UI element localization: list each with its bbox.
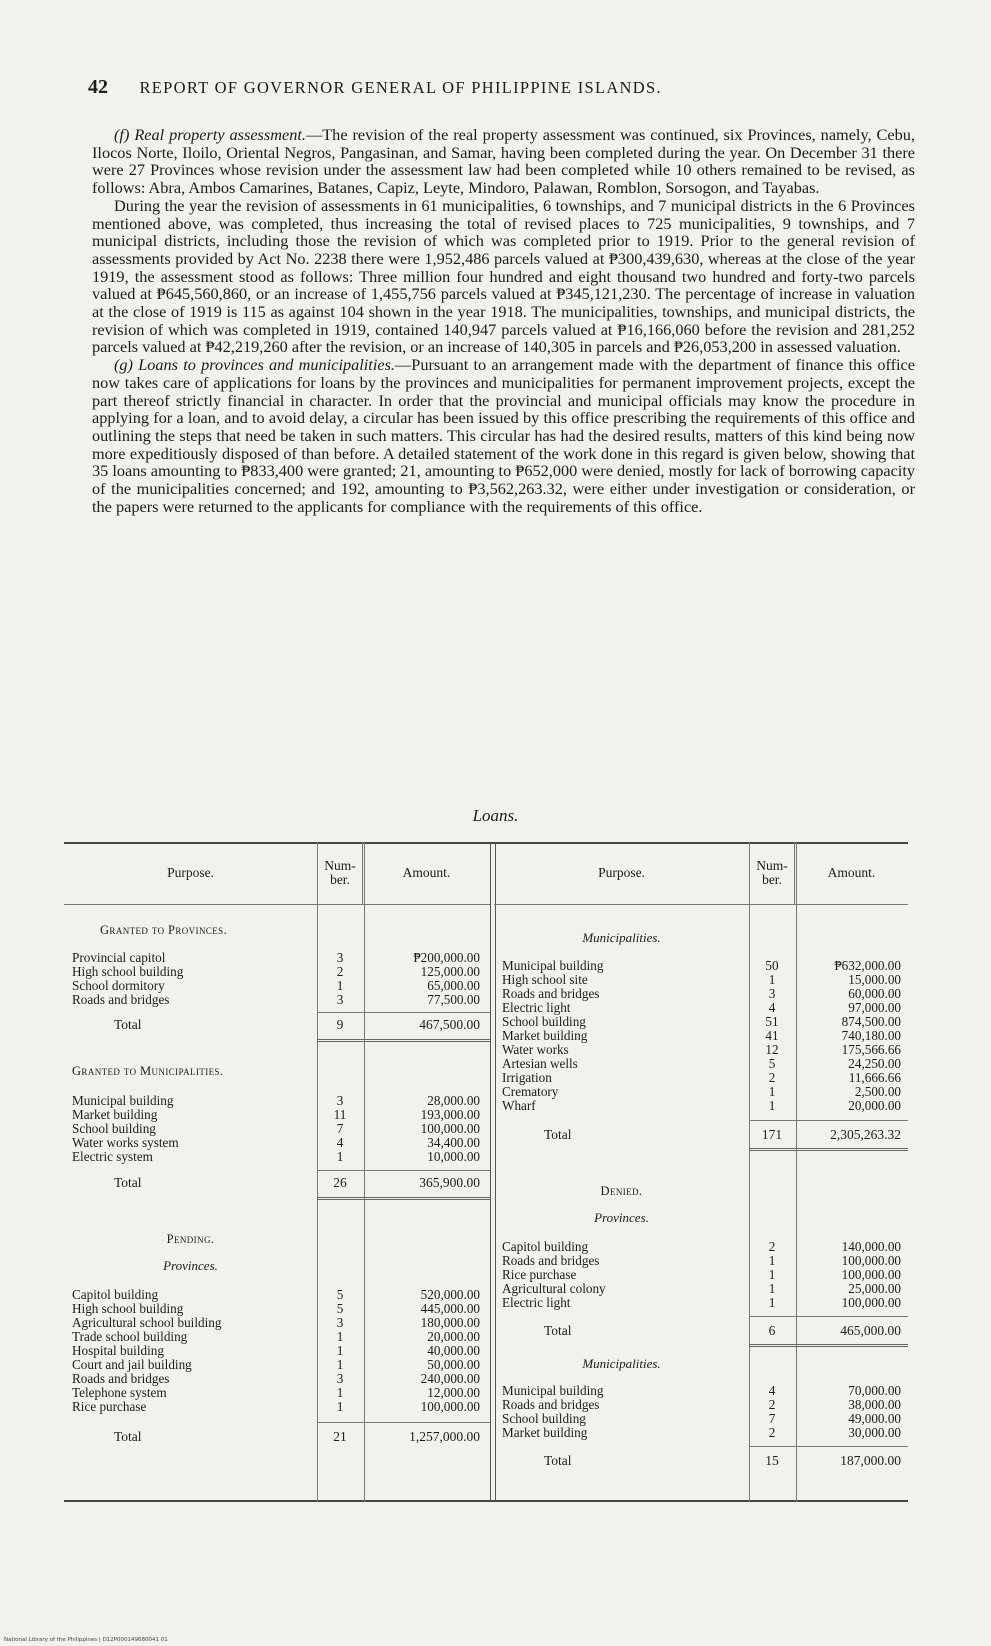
table-row <box>64 1358 490 1372</box>
table-row <box>494 973 908 987</box>
subsection-provinces: Provinces. <box>594 1210 649 1225</box>
cell-amount: 193,000.00 <box>420 1107 480 1122</box>
total-row <box>64 1012 490 1038</box>
cell-amount: 50,000.00 <box>427 1357 480 1372</box>
cell-amount: 100,000.00 <box>841 1253 901 1268</box>
table-row <box>494 1029 908 1043</box>
total-rule <box>749 1120 908 1121</box>
cell-amount: 240,000.00 <box>420 1371 480 1386</box>
section-title-granted-municipalities: Granted to Municipalities. <box>72 1064 224 1078</box>
cell-amount: 28,000.00 <box>427 1093 480 1108</box>
cell-purpose: Agricultural school building <box>72 1316 222 1330</box>
cell-amount: 740,180.00 <box>841 1028 901 1043</box>
cell-purpose: School building <box>72 1122 156 1136</box>
table-row <box>494 1426 908 1440</box>
cell-amount: 97,000.00 <box>848 1000 901 1015</box>
table-row <box>494 1282 908 1296</box>
cell-number: 1 <box>768 1295 776 1310</box>
cell-purpose: Roads and bridges <box>502 1254 600 1268</box>
cell-purpose: Water works system <box>72 1136 179 1150</box>
table-row <box>64 1316 490 1330</box>
cell-purpose: Roads and bridges <box>72 1372 170 1386</box>
total-rule <box>749 1446 908 1447</box>
cell-number: 3 <box>336 1371 344 1386</box>
cell-purpose: Market building <box>502 1029 588 1043</box>
cell-number: 1 <box>768 1098 776 1113</box>
cell-purpose: Roads and bridges <box>502 987 600 1001</box>
total-number: 26 <box>333 1175 347 1190</box>
cell-purpose: Municipal building <box>72 1094 174 1108</box>
table-caption: Loans. <box>472 806 519 825</box>
table-row <box>494 1240 908 1254</box>
total-double-rule <box>317 1039 490 1042</box>
cell-purpose: Electric light <box>502 1001 571 1015</box>
cell-amount: 100,000.00 <box>841 1267 901 1282</box>
cell-amount: 175,566.66 <box>841 1042 901 1057</box>
cell-number: 3 <box>768 986 776 1001</box>
section-g-text: —Pursuant to an arrangement made with the department of finance this office now takes care of applications for loans by the provinces and municipalities for permanent improvement projects, except the part thereof strictly financial in character. In order that the provincial and municipal officials may know the procedure in applying for a loan, and to avoid delay, a circular has been issued by this office prescribing the requirements of this office and outlining the steps that need be taken in such matters. This circular has had the desired results, matters of this kind being now more expeditiously disposed of than before. A detailed statement of the work done in this regard is given below, showing that 35 loans amounting to ₱833,400 were granted; 21, amounting to ₱652,000 were denied, mostly for lack of borrowing capacity of the municipalities concerned; and 192, amounting to ₱3,562,263.32, were either under investigation or consideration, or the papers were returned to the applicants for compliance with the requirements of this office. <box>92 355 915 516</box>
cell-number: 3 <box>336 1315 344 1330</box>
cell-purpose: Wharf <box>502 1099 536 1113</box>
table-row <box>64 1330 490 1344</box>
table-row <box>64 1136 490 1150</box>
cell-amount: 445,000.00 <box>420 1301 480 1316</box>
cell-number: 50 <box>765 958 779 973</box>
cell-amount: 12,000.00 <box>427 1385 480 1400</box>
cell-number: 4 <box>768 1000 776 1015</box>
cell-purpose: Water works <box>502 1043 569 1057</box>
header-purpose: Purpose. <box>598 865 645 880</box>
cell-amount: 60,000.00 <box>848 986 901 1001</box>
cell-purpose: Artesian wells <box>502 1057 578 1071</box>
cell-number: 11 <box>333 1107 347 1122</box>
table-row <box>64 1344 490 1358</box>
total-amount: 1,257,000.00 <box>409 1429 480 1444</box>
table-row <box>494 1412 908 1426</box>
total-label: Total <box>544 1453 572 1468</box>
table-row <box>494 1268 908 1282</box>
cell-purpose: Crematory <box>502 1085 559 1099</box>
cell-amount: 10,000.00 <box>427 1149 480 1164</box>
cell-number: 1 <box>768 1084 776 1099</box>
cell-number: 5 <box>336 1287 344 1302</box>
cell-purpose: Provincial capitol <box>72 951 166 965</box>
total-label: Total <box>544 1127 572 1142</box>
header-amount: Amount. <box>402 865 451 880</box>
cell-amount: 140,000.00 <box>841 1239 901 1254</box>
paragraph-g <box>92 356 915 515</box>
section-title-granted-provinces: Granted to Provinces. <box>100 923 228 937</box>
total-label: Total <box>544 1323 572 1338</box>
cell-amount: 874,500.00 <box>841 1014 901 1029</box>
cell-purpose: Roads and bridges <box>72 993 170 1007</box>
cell-amount: 40,000.00 <box>427 1343 480 1358</box>
cell-purpose: High school site <box>502 973 588 987</box>
table-row <box>64 1386 490 1400</box>
cell-number: 2 <box>768 1239 776 1254</box>
cell-number: 2 <box>336 964 344 979</box>
page-number: 42 <box>88 76 108 98</box>
table-row <box>494 1001 908 1015</box>
subsection-municipalities: Municipalities. <box>582 930 661 945</box>
table-row <box>494 987 908 1001</box>
cell-number: 1 <box>336 1357 344 1372</box>
cell-purpose: Agricultural colony <box>502 1282 606 1296</box>
table-row <box>64 1108 490 1122</box>
cell-amount: ₱632,000.00 <box>834 958 901 973</box>
cell-number: 3 <box>336 950 344 965</box>
cell-number: 3 <box>336 992 344 1007</box>
total-rule <box>317 1422 490 1423</box>
cell-amount: 24,250.00 <box>848 1056 901 1071</box>
subsection-municipalities: Municipalities. <box>582 1356 661 1371</box>
cell-number: 5 <box>336 1301 344 1316</box>
cell-purpose: Rice purchase <box>502 1268 577 1282</box>
table-row <box>64 993 490 1007</box>
page-header <box>88 76 848 99</box>
table-row <box>494 1384 908 1398</box>
cell-number: 5 <box>768 1056 776 1071</box>
table-row <box>64 965 490 979</box>
total-number: 21 <box>333 1429 347 1444</box>
total-number: 15 <box>765 1453 779 1468</box>
cell-number: 1 <box>768 1281 776 1296</box>
cell-number: 4 <box>768 1383 776 1398</box>
section-g-label: (g) Loans to provinces and municipalities. <box>114 355 395 375</box>
cell-purpose: Municipal building <box>502 1384 604 1398</box>
cell-amount: 49,000.00 <box>848 1411 901 1426</box>
cell-amount: 20,000.00 <box>427 1329 480 1344</box>
cell-purpose: Telephone system <box>72 1386 167 1400</box>
total-amount: 365,900.00 <box>419 1175 480 1190</box>
cell-number: 1 <box>768 1267 776 1282</box>
cell-amount: 100,000.00 <box>420 1399 480 1414</box>
cell-purpose: Trade school building <box>72 1330 188 1344</box>
cell-purpose: Electric light <box>502 1296 571 1310</box>
cell-purpose: School dormitory <box>72 979 165 993</box>
cell-number: 1 <box>336 978 344 993</box>
table-row <box>64 1094 490 1108</box>
section-title-denied: Denied. <box>600 1184 643 1198</box>
cell-number: 7 <box>768 1411 776 1426</box>
section-title-pending: Pending. <box>166 1232 215 1246</box>
cell-amount: 2,500.00 <box>854 1084 901 1099</box>
header-number: Num-ber. <box>317 842 363 904</box>
table-row <box>64 1150 490 1164</box>
cell-number: 4 <box>336 1135 344 1150</box>
cell-number: 1 <box>336 1149 344 1164</box>
total-double-rule <box>317 1197 490 1200</box>
table-row <box>494 1057 908 1071</box>
total-row <box>494 1318 908 1344</box>
cell-amount: 38,000.00 <box>848 1397 901 1412</box>
cell-purpose: Capitol building <box>72 1288 159 1302</box>
cell-number: 1 <box>336 1385 344 1400</box>
total-label: Total <box>114 1175 142 1190</box>
total-row <box>64 1424 490 1450</box>
cell-amount: 34,400.00 <box>427 1135 480 1150</box>
table-row <box>494 959 908 973</box>
section-f-text: —The revision of the real property assessment was continued, six Provinces, namely, Cebu, Ilocos Norte, Iloilo, Oriental Negros, Pangasinan, and Samar, having been completed during the year. On December 31 there were 27 Provinces whose revision under the assessment law had been completed while 10 others remained to be revised, as follows: Abra, Ambos Camarines, Batanes, Capiz, Leyte, Mindoro, Palawan, Romblon, Sorsogon, and Tayabas. <box>92 125 915 198</box>
table-row <box>494 1398 908 1412</box>
cell-number: 1 <box>336 1399 344 1414</box>
cell-amount: ₱200,000.00 <box>413 950 480 965</box>
cell-purpose: Rice purchase <box>72 1400 147 1414</box>
table-row <box>494 1043 908 1057</box>
table-row <box>64 1302 490 1316</box>
table-row <box>494 1254 908 1268</box>
cell-amount: 100,000.00 <box>420 1121 480 1136</box>
table-row <box>494 1071 908 1085</box>
cell-amount: 100,000.00 <box>841 1295 901 1310</box>
cell-amount: 520,000.00 <box>420 1287 480 1302</box>
total-number: 9 <box>336 1017 344 1032</box>
total-row <box>64 1170 490 1196</box>
cell-amount: 20,000.00 <box>848 1098 901 1113</box>
cell-amount: 65,000.00 <box>427 978 480 993</box>
table-row <box>64 1400 490 1414</box>
cell-purpose: Court and jail building <box>72 1358 192 1372</box>
cell-amount: 70,000.00 <box>848 1383 901 1398</box>
cell-number: 1 <box>336 1329 344 1344</box>
cell-amount: 180,000.00 <box>420 1315 480 1330</box>
table-row <box>494 1296 908 1310</box>
table-row <box>64 1288 490 1302</box>
cell-purpose: Hospital building <box>72 1344 164 1358</box>
loans-table <box>64 842 908 1502</box>
cell-amount: 77,500.00 <box>427 992 480 1007</box>
cell-number: 1 <box>336 1343 344 1358</box>
cell-purpose: School building <box>502 1412 586 1426</box>
cell-amount: 25,000.00 <box>848 1281 901 1296</box>
paragraph-f-intro <box>92 126 915 197</box>
cell-purpose: Market building <box>502 1426 588 1440</box>
table-row <box>494 1099 908 1113</box>
cell-purpose: Electric system <box>72 1150 153 1164</box>
table-row <box>64 979 490 993</box>
total-label: Total <box>114 1429 142 1444</box>
total-row <box>494 1448 908 1474</box>
cell-purpose: Irrigation <box>502 1071 552 1085</box>
cell-number: 3 <box>336 1093 344 1108</box>
total-double-rule <box>749 1344 908 1347</box>
total-label: Total <box>114 1017 142 1032</box>
cell-number: 1 <box>768 972 776 987</box>
cell-number: 41 <box>765 1028 779 1043</box>
cell-number: 2 <box>768 1070 776 1085</box>
table-row <box>64 1372 490 1386</box>
total-amount: 467,500.00 <box>419 1017 480 1032</box>
total-amount: 187,000.00 <box>840 1453 901 1468</box>
section-f-label: (f) Real property assessment. <box>114 125 306 144</box>
total-double-rule <box>749 1148 908 1151</box>
cell-purpose: Roads and bridges <box>502 1398 600 1412</box>
cell-amount: 125,000.00 <box>420 964 480 979</box>
total-rule <box>749 1316 908 1317</box>
table-row <box>494 1015 908 1029</box>
running-title: REPORT OF GOVERNOR GENERAL OF PHILIPPINE ISLANDS. <box>139 78 662 97</box>
header-rule <box>494 904 908 905</box>
cell-number: 12 <box>765 1042 779 1057</box>
table-row <box>64 1122 490 1136</box>
header-purpose: Purpose. <box>167 865 214 880</box>
total-number: 6 <box>768 1323 776 1338</box>
cell-number: 2 <box>768 1397 776 1412</box>
total-number: 171 <box>761 1127 783 1142</box>
cell-purpose: High school building <box>72 1302 184 1316</box>
body-text <box>92 126 915 515</box>
header-number: Num-ber. <box>749 842 795 904</box>
table-left-half <box>64 842 490 1502</box>
cell-number: 2 <box>768 1425 776 1440</box>
header-rule <box>64 904 490 905</box>
cell-purpose: High school building <box>72 965 184 979</box>
header-amount: Amount. <box>827 865 876 880</box>
table-row <box>64 951 490 965</box>
scan-footer: National Library of the Philippines | D12P000149680041 01 <box>4 1637 168 1643</box>
cell-purpose: School building <box>502 1015 586 1029</box>
table-right-half <box>494 842 908 1502</box>
total-row <box>494 1122 908 1148</box>
subsection-provinces: Provinces. <box>163 1258 218 1273</box>
cell-amount: 30,000.00 <box>848 1425 901 1440</box>
cell-number: 51 <box>765 1014 779 1029</box>
cell-number: 7 <box>336 1121 344 1136</box>
paragraph-f-second: During the year the revision of assessments in 61 municipalities, 6 townships, and 7 municipal districts in the 6 Provinces mentioned above, was completed, thus increasing the total of revised places to 725 municipalities, 9 townships, and 7 municipal districts, including those the revision of which was completed prior to 1919. Prior to the general revision of assessments provided by Act No. 2238 there were 1,952,486 parcels valued at ₱300,439,630, whereas at the close of the year 1919, the assessment stood as follows: Three million four hundred and eight thousand two hundred and forty-two parcels valued at ₱645,560,860, or an increase of 1,455,756 parcels valued at ₱345,121,230. The percentage of increase in valuation at the close of 1919 is 115 as against 104 shown in the year 1918. The municipalities, townships, and municipal districts, the revision of which was completed in 1919, contained 140,947 parcels valued at ₱16,166,060 before the revision and 281,252 parcels valued at ₱42,219,260 after the revision, or an increase of 140,305 in parcels and ₱26,053,200 in assessed valuation. <box>92 195 915 357</box>
cell-amount: 11,666.66 <box>848 1070 901 1085</box>
cell-amount: 15,000.00 <box>848 972 901 987</box>
total-amount: 465,000.00 <box>840 1323 901 1338</box>
cell-purpose: Municipal building <box>502 959 604 973</box>
cell-purpose: Capitol building <box>502 1240 589 1254</box>
table-row <box>494 1085 908 1099</box>
cell-number: 1 <box>768 1253 776 1268</box>
total-amount: 2,305,263.32 <box>830 1127 901 1142</box>
cell-purpose: Market building <box>72 1108 158 1122</box>
